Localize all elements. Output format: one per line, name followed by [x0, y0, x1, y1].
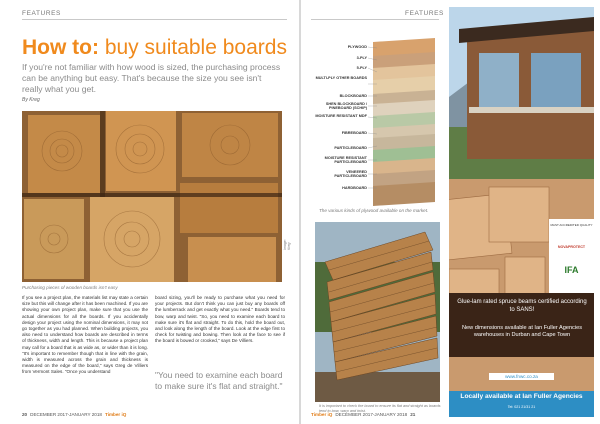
left-page	[0, 0, 299, 424]
body-column-1: If you see a project plan, the materials list may state a certain size but this will change after it has been machined. If you are showing your own project plan, make sure that you use the actual dimensions for all the boards. If you accidentally design your project using the nominal dimensions, it may not go together as you had planned. When building projects, you also need to understand how boards are described in terms of thickness, width and length. This is because a project plan may call for a board that is as wide as, or wider than it is long. "It's important to remember though that in line with the grain, width is measured across the grain and thickness is measured on the edge of the board," says Greg de Villiers from Vermont Sales. "Once you understand	[22, 295, 148, 375]
issue-date: DECEMBER 2017-JANUARY 2018	[30, 412, 102, 417]
board-label: PLYWOOD	[347, 45, 367, 49]
intro-paragraph: If you're not familiar with how wood is sized, the purchasing process can be anything but easy. That's because the size you see isn't really what you get.	[22, 62, 281, 94]
section-tag: FEATURES	[405, 10, 444, 17]
timber-stack-photo	[315, 222, 440, 402]
ad-url[interactable]: www.fnwc.co.za	[489, 373, 554, 380]
boards-caption: The various kinds of plywood available on the market.	[319, 208, 429, 213]
ad-headline: Glue-lam rated spruce beams certified according to SANS!	[457, 299, 587, 313]
board-label: VENEERED PARTICLEBOARD	[334, 170, 367, 178]
header-rule	[22, 19, 287, 20]
page-number: 20	[22, 412, 28, 417]
board-label: 5-PLY	[356, 66, 367, 70]
ad-subheadline: New dimensions available at Ian Fuller Agencies warehouses in Durban and Cape Town	[461, 325, 583, 338]
board-types-diagram	[315, 38, 435, 206]
ad-phone: Tel: 021 21/31 21	[507, 405, 536, 409]
magazine-brand: Timber iQ	[311, 412, 333, 417]
board-label: HARDBOARD	[342, 186, 367, 190]
ad-logo-quality: MAST ACCREDITED QUALITY	[550, 223, 593, 227]
board-label: 3-PLY	[356, 56, 367, 60]
section-tag: FEATURES	[22, 10, 61, 17]
board-label: SHEN BLOCKBOARD / PINEBOARD (SCHIP)	[325, 102, 367, 110]
timber-caption: It is important to check the board to ensure its flat and straight as boards tend to bow, warp and twist.	[319, 404, 441, 413]
advertisement[interactable]	[449, 7, 594, 417]
headline-bold: How to:	[22, 36, 99, 59]
magazine-brand: Timber iQ	[104, 412, 127, 417]
right-page	[301, 0, 600, 424]
byline: By Kreg	[22, 97, 40, 103]
right-footer	[311, 412, 415, 417]
ad-logo-ifa: IFA	[564, 265, 579, 275]
board-label: MOISTURE RESISTANT PARTICLEBOARD	[324, 156, 367, 164]
board-label: PARTICLEBOARD	[334, 146, 367, 150]
board-label: BLOCKBOARD	[339, 94, 367, 98]
ad-footer: Locally available at Ian Fuller Agencies	[460, 393, 583, 400]
photo-caption: Purchasing pieces of wooden boards isn't easy	[22, 285, 118, 290]
photo-credit: Image: Kreg	[283, 239, 291, 250]
issue-date: DECEMBER 2017-JANUARY 2018	[335, 412, 408, 417]
board-label: MOISTURE RESISTANT MDF	[315, 114, 367, 118]
left-footer	[22, 412, 126, 417]
article-headline	[22, 36, 287, 60]
ad-logo-novaprotect: NOVAPROTECT	[557, 245, 586, 249]
header-rule	[311, 19, 439, 20]
board-label: MULTI-PLY OTHER BOARDS	[315, 76, 367, 80]
page-number: 21	[410, 412, 416, 417]
body-column-2: board sizing, you'll be ready to purchase what you need for your projects. But don't think you can just buy any boards off the lumberrack and get exactly what you need." Boards tend to bow, warp and twist. "So, you need to examine each board to make sure it's flat and straight. To do this, hold the board out, and look along the length of the board. Look at the edge first to check for twisting and bowing. Then look at the face to see if the board is bowed or crooked," says De Villiers.	[155, 295, 285, 344]
headline-rest: buy suitable boards	[98, 36, 287, 59]
pull-quote: "You need to examine each board to make sure it's flat and straight."	[155, 370, 283, 391]
lumber-ends-photo	[22, 111, 282, 282]
board-label: FIBREBOARD	[341, 131, 367, 135]
